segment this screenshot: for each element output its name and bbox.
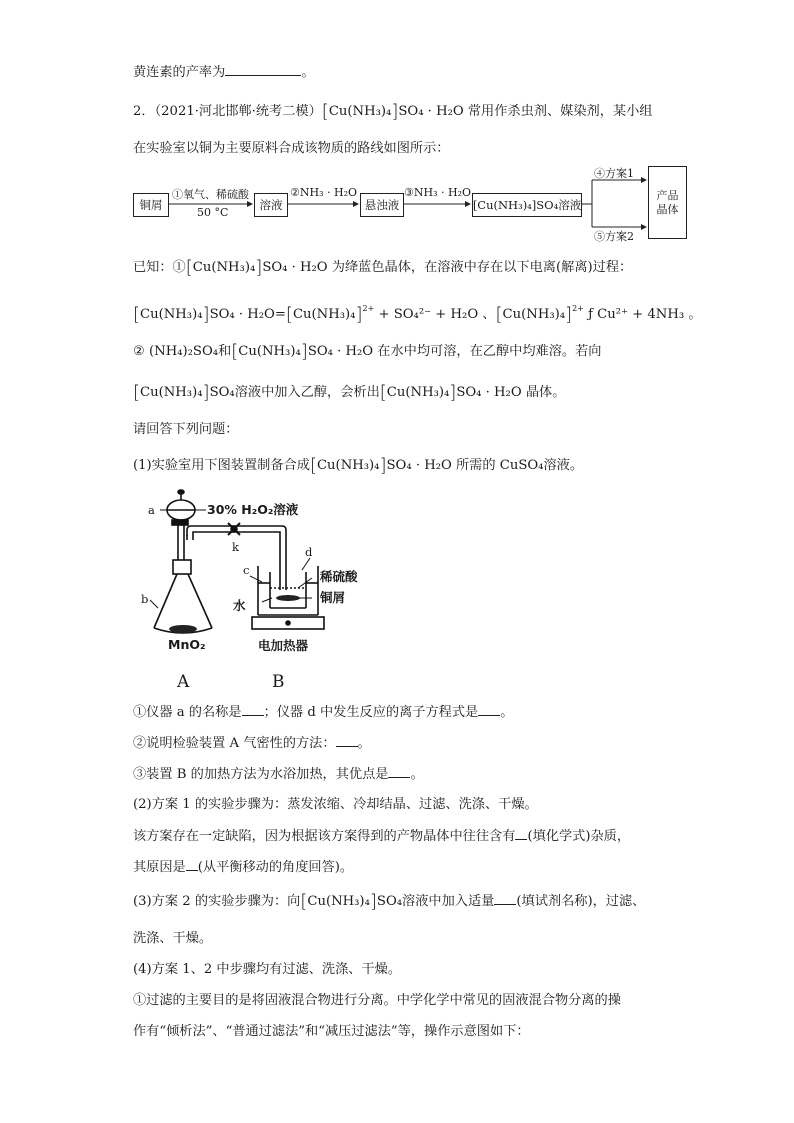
label-d: d xyxy=(305,545,313,559)
plan2-label: ⑤方案2 xyxy=(594,230,634,243)
answer-blank[interactable] xyxy=(336,733,358,747)
label-mno2: MnO₂ xyxy=(168,637,206,652)
answer-line-yield: 黄连素的产率为 。 xyxy=(133,62,315,83)
flow-box-suspension: 悬浊液 xyxy=(360,193,404,217)
answer-blank[interactable] xyxy=(242,702,264,716)
part4-a: ①过滤的主要目的是将固液混合物进行分离。中学化学中常见的固液混合物分离的操 xyxy=(133,993,621,1008)
flow-box-copper: 铜屑 xyxy=(133,193,169,217)
label-c: c xyxy=(243,563,250,577)
q1-1: ①仪器 a 的名称是 ；仪器 d 中发生反应的离子方程式是 。 xyxy=(133,702,513,723)
part1-intro: (1)实验室用下图装置制备合成[Cu(NH₃)₄]SO₄ · H₂O 所需的 CuSO₄溶液。 xyxy=(133,455,584,476)
question-2-intro-line2: 在实验室以铜为主要原料合成该物质的路线如图所示： xyxy=(133,141,450,156)
ask-text: 请回答下列问题： xyxy=(133,422,239,437)
flow-box-complex-solution: [Cu(NH₃)₄]SO₄溶液 xyxy=(472,193,582,217)
arrow1-bottom-label: 50 °C xyxy=(197,206,229,219)
flow-box-solution: 溶液 xyxy=(254,193,288,217)
part4-b: 作有“倾析法”、“普通过滤法”和“减压过滤法”等，操作示意图如下： xyxy=(133,1024,530,1039)
answer-blank[interactable] xyxy=(494,891,516,905)
known-line1: 已知：①[Cu(NH₃)₄]SO₄ · H₂O 为绛蓝色晶体，在溶液中存在以下电离(解离)过程： xyxy=(133,257,633,278)
part3-b: 洗涤、干燥。 xyxy=(133,931,213,946)
plan1-label: ④方案1 xyxy=(594,167,634,180)
answer-blank[interactable] xyxy=(515,826,527,840)
label-acid: 稀硫酸 xyxy=(320,569,358,584)
label-h2o2: 30% H₂O₂溶液 xyxy=(207,502,299,517)
label-A: A xyxy=(177,672,190,692)
answer-blank[interactable] xyxy=(388,764,410,778)
part2: (2)方案 1 的实验步骤为：蒸发浓缩、冷却结晶、过滤、洗涤、干燥。 xyxy=(133,797,538,812)
arrow2-label: ②NH₃ · H₂O xyxy=(290,186,357,199)
arrow1-top-label: ①氧气、稀硫酸 xyxy=(172,188,249,201)
flow-box-product: 产品 晶体 xyxy=(648,166,687,239)
complex-formula: Cu(NH₃)₄ xyxy=(328,104,392,119)
q1-2: ②说明检验装置 A 气密性的方法： 。 xyxy=(133,733,371,754)
label-b: b xyxy=(141,592,149,606)
part3: (3)方案 2 的实验步骤为：向[Cu(NH₃)₄]SO₄溶液中加入适量 (填试剂名称)，过滤、 xyxy=(133,891,646,912)
part2-c: 其原因是 (从平衡移动的角度回答)。 xyxy=(133,857,353,878)
answer-blank[interactable] xyxy=(186,857,198,871)
answer-blank[interactable] xyxy=(478,702,500,716)
label-k: k xyxy=(232,540,239,554)
known-line4: [Cu(NH₃)₄]SO₄溶液中加入乙醇，会析出[Cu(NH₃)₄]SO₄ · H₂O 晶体。 xyxy=(133,382,566,403)
q1-3: ③装置 B 的加热方法为水浴加热，其优点是 。 xyxy=(133,764,424,785)
part4: (4)方案 1、2 中步骤均有过滤、洗涤、干燥。 xyxy=(133,962,402,977)
label-heater: 电加热器 xyxy=(258,638,309,653)
known-line3: ② (NH₄)₂SO₄和[Cu(NH₃)₄]SO₄ · H₂O 在水中均可溶，在乙醇中均难溶。若向 xyxy=(133,341,602,362)
part2-b: 该方案存在一定缺陷，因为根据该方案得到的产物晶体中往往含有 (填化学式)杂质， xyxy=(133,826,630,847)
arrow3-label: ③NH₃ · H₂O xyxy=(404,186,471,199)
label-water: 水 xyxy=(233,598,246,613)
label-B: B xyxy=(272,672,285,692)
label-a: a xyxy=(148,503,155,517)
question-2-intro: 2．（2021·河北邯郸·统考二模）[Cu(NH₃)₄]SO₄ · H₂O 常用作杀虫剂、媒染剂，某小组 xyxy=(133,101,653,122)
label-copper: 铜屑 xyxy=(320,590,346,605)
known-equation: $[Cu(NH_3)_4]SO_4 \cdot H_2O=[Cu(NH_3)_4]^{2+} + SO_4^{2-} + H_2O$ 、$[Cu(NH_3)_4]^{2+}$ ƒ Cu²⁺ + 4NH₃ 。 xyxy=(133,304,702,325)
